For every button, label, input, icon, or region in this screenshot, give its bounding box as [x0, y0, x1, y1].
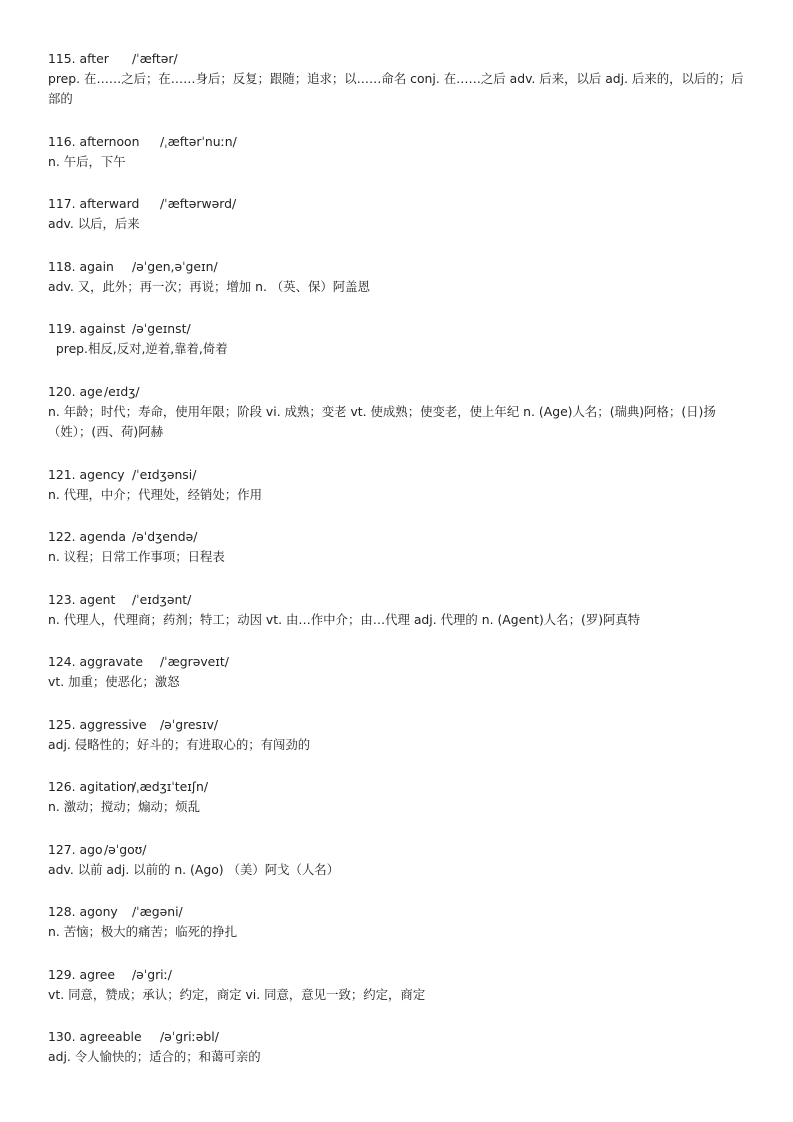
definition: prep. 在……之后；在……身后；反复；跟随；追求；以……命名 conj. 在……之后 adv. 后来，以后 adj. 后来的，以后的；后部的	[48, 71, 744, 106]
phonetic: /ˈeɪdʒənt/	[132, 592, 192, 607]
phonetic: /əˈgoʊ/	[104, 842, 147, 857]
headword: 120. age	[48, 384, 103, 399]
entry-115	[48, 49, 748, 109]
phonetic: /ˈægəni/	[132, 904, 183, 919]
headword: 121. agency	[48, 467, 125, 482]
phonetic: /əˈgen,əˈgeɪn/	[132, 259, 218, 274]
headword-line	[48, 527, 748, 547]
entry-119	[48, 319, 748, 359]
headword-line	[48, 465, 748, 485]
definition: adj. 令人愉快的；适合的；和蔼可亲的	[48, 1049, 261, 1064]
definition: vt. 加重；使恶化；激怒	[48, 674, 180, 689]
phonetic: /ˈæftər/	[132, 51, 178, 66]
headword-line	[48, 652, 748, 672]
definition: adv. 又，此外；再一次；再说；增加 n. （英、保）阿盖恩	[48, 279, 370, 294]
headword-line	[48, 590, 748, 610]
headword-line	[48, 965, 748, 985]
phonetic: /əˈgriː/	[132, 967, 172, 982]
definition: n. 午后，下午	[48, 154, 126, 169]
headword-line	[48, 840, 748, 860]
headword-line	[48, 1027, 748, 1047]
entry-128	[48, 902, 748, 942]
phonetic: /əˈdʒendə/	[132, 529, 198, 544]
definition: adj. 侵略性的；好斗的；有进取心的；有闯劲的	[48, 737, 311, 752]
entry-121	[48, 465, 748, 505]
entry-120	[48, 382, 748, 442]
phonetic: /ˈægrəveɪt/	[160, 654, 229, 669]
definition: vt. 同意，赞成；承认；约定，商定 vi. 同意，意见一致；约定，商定	[48, 987, 426, 1002]
headword-line	[48, 715, 748, 735]
headword-line	[48, 902, 748, 922]
headword-line	[48, 777, 748, 797]
headword: 123. agent	[48, 592, 116, 607]
definition: n. 年龄；时代；寿命，使用年限；阶段 vi. 成熟；变老 vt. 使成熟；使变老，使上年纪 n. (Age)人名；(瑞典)阿格；(日)扬（姓）；(西、荷)阿赫	[48, 404, 716, 439]
entry-117	[48, 194, 748, 234]
headword: 130. agreeable	[48, 1029, 142, 1044]
entry-125	[48, 715, 748, 755]
headword: 126. agitation	[48, 779, 135, 794]
phonetic: /ˌæftərˈnuːn/	[160, 134, 237, 149]
headword: 129. agree	[48, 967, 116, 982]
phonetic: /eɪdʒ/	[104, 384, 140, 399]
headword-line	[48, 194, 748, 214]
headword: 115. after	[48, 51, 109, 66]
definition: adv. 以后，后来	[48, 216, 140, 231]
entry-122	[48, 527, 748, 567]
definition: n. 激动；搅动；煽动；烦乱	[48, 799, 201, 814]
entry-127	[48, 840, 748, 880]
phonetic: /əˈgriːəbl/	[160, 1029, 219, 1044]
headword-line	[48, 257, 748, 277]
headword: 125. aggressive	[48, 717, 147, 732]
headword: 116. afternoon	[48, 134, 140, 149]
headword: 119. against	[48, 321, 126, 336]
headword: 122. agenda	[48, 529, 126, 544]
entry-129	[48, 965, 748, 1005]
definition: n. 苦恼；极大的痛苦；临死的挣扎	[48, 924, 238, 939]
phonetic: /əˈgeɪnst/	[132, 321, 191, 336]
entry-123	[48, 590, 748, 630]
entry-124	[48, 652, 748, 692]
entry-118	[48, 257, 748, 297]
phonetic: /ˌædʒɪˈteɪʃn/	[132, 779, 209, 794]
entry-130	[48, 1027, 748, 1067]
headword: 124. aggravate	[48, 654, 143, 669]
phonetic: /ˈeɪdʒənsi/	[132, 467, 197, 482]
headword-line	[48, 132, 748, 152]
headword: 118. again	[48, 259, 114, 274]
headword-line	[48, 382, 748, 402]
definition: n. 代理人，代理商；药剂；特工；动因 vt. 由…作中介；由…代理 adj. 代理的 n. (Agent)人名；(罗)阿真特	[48, 612, 641, 627]
definition: n. 议程；日常工作事项；日程表	[48, 549, 225, 564]
definition: adv. 以前 adj. 以前的 n. (Ago) （美）阿戈（人名）	[48, 862, 340, 877]
phonetic: /əˈgresɪv/	[160, 717, 219, 732]
headword-line	[48, 319, 748, 339]
headword: 128. agony	[48, 904, 118, 919]
headword: 117. afterward	[48, 196, 140, 211]
phonetic: /ˈæftərwərd/	[160, 196, 237, 211]
headword: 127. ago	[48, 842, 103, 857]
entry-126	[48, 777, 748, 817]
definition: prep.相反,反对,逆着,靠着,倚着	[48, 341, 228, 356]
definition: n. 代理，中介；代理处，经销处；作用	[48, 487, 262, 502]
headword-line	[48, 49, 748, 69]
entry-116	[48, 132, 748, 172]
